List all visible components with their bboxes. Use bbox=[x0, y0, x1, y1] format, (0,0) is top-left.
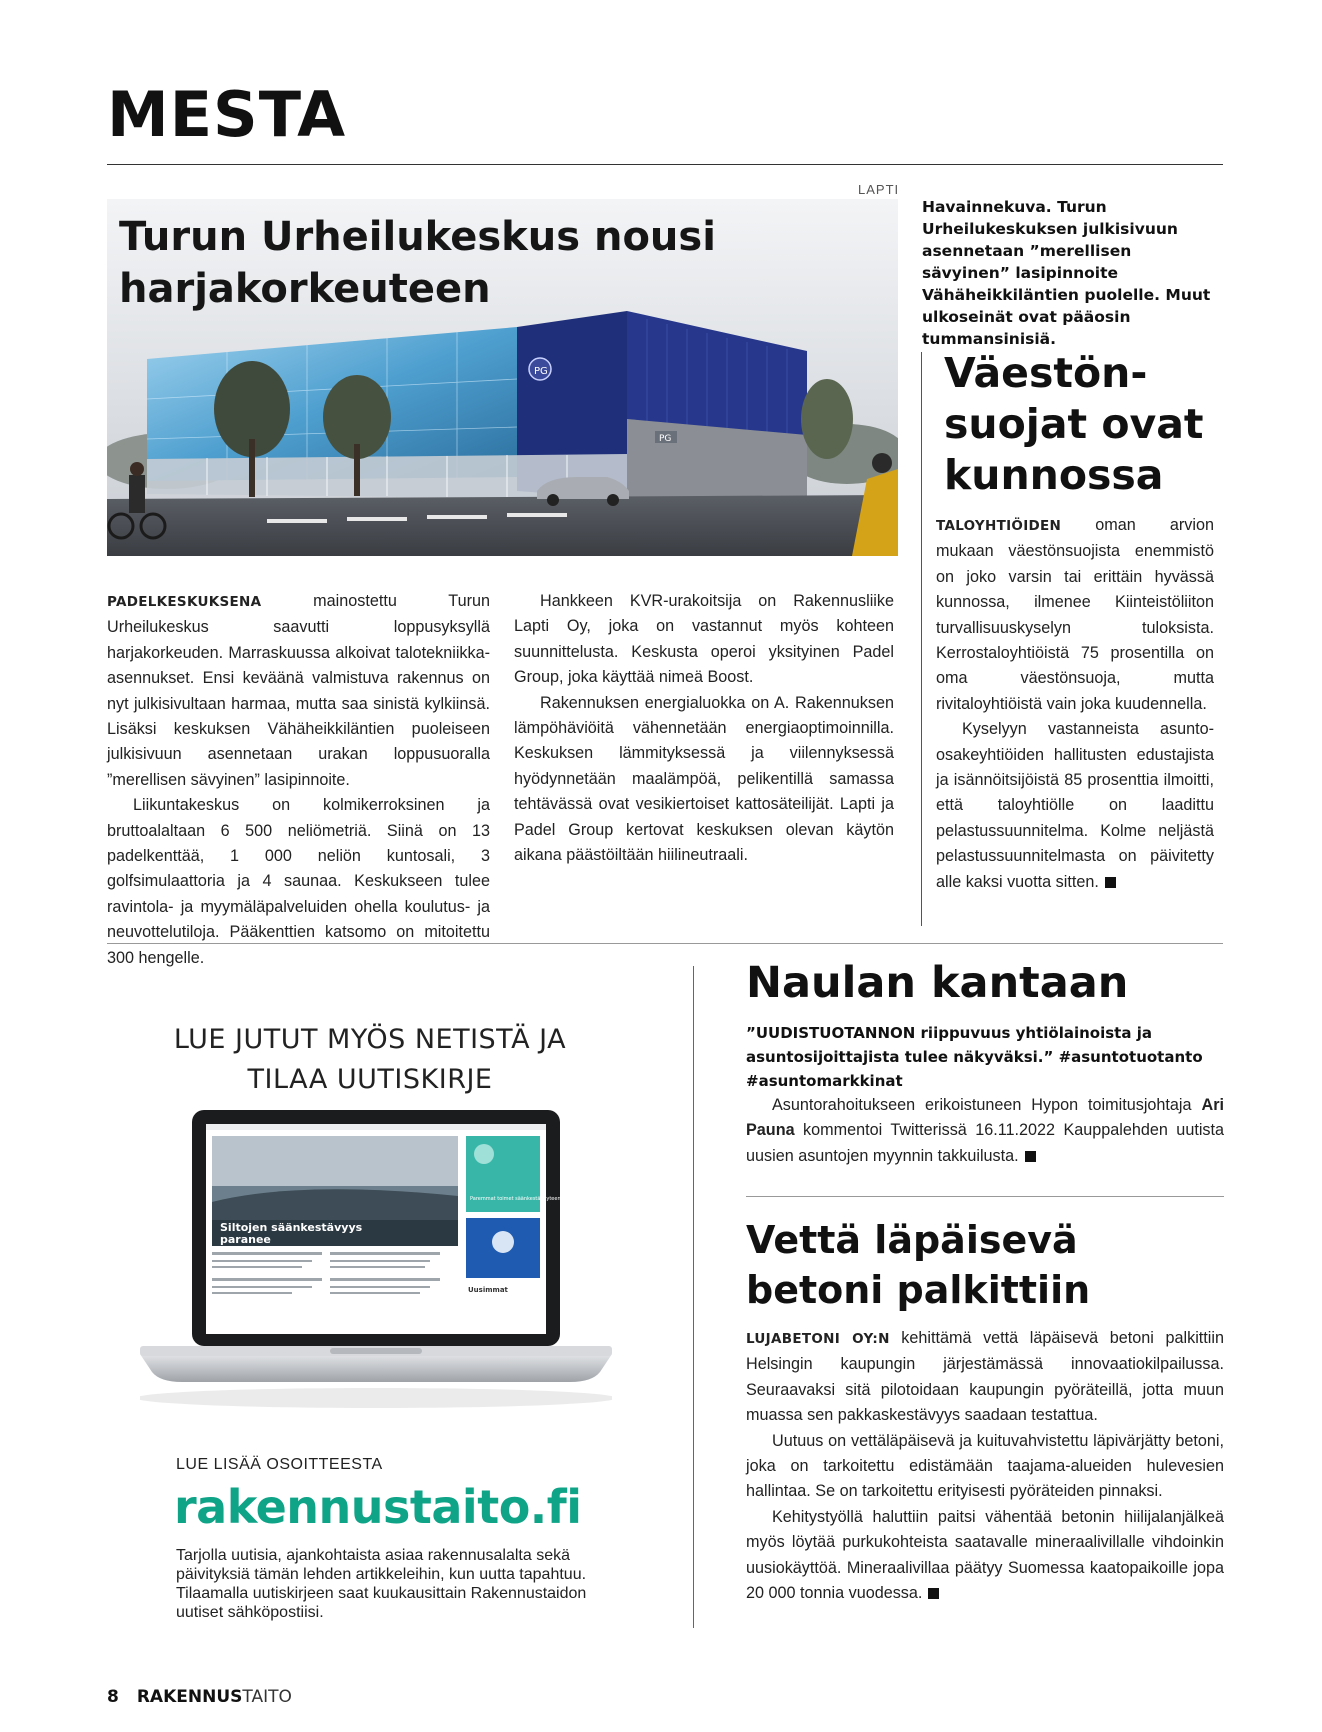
lead-paragraph-1-text: mainostettu Turun Urheilukeskus saavutti loppusyksyllä harjakorkeuden. Marraskuussa alkoivat talotekniikka-asennukset. Ensi keväänä valmistuva rakennus on nyt julkisivultaan harmaa, mutta saa sinistä kylkiinsä. Lisäksi keskuksen Vähäheikkiläntien puoleiseen julkisivuun asennetaan urakan loppusuoralla ”merellisen sävyinen” lasipinnoite. bbox=[107, 592, 490, 789]
nail-paragraph-after: kommentoi Twitterissä 16.11.2022 Kauppalehden uutista uusien asuntojen myynnin takkuilusta. bbox=[746, 1121, 1225, 1165]
lead-title-line-1: Turun Urheilukeskus nousi bbox=[119, 214, 716, 260]
lead-paragraph-1 bbox=[107, 589, 490, 793]
read-more-label: LUE LISÄÄ OSOITTEESTA bbox=[176, 1456, 383, 1473]
lead-title-line-2: harjakorkeuteen bbox=[119, 266, 491, 312]
nail-quote: ”UUDISTUOTANNON riippuvuus yhtiölainoista ja asuntosijoittajista tulee näkyväksi.” #asuntotuotanto #asuntomarkkinat bbox=[746, 1024, 1203, 1090]
side-paragraph-2 bbox=[936, 717, 1214, 895]
concrete-article-title bbox=[746, 1215, 1090, 1315]
concrete-paragraph-3-text: Kehitystyöllä haluttiin paitsi vähentää betonin hiilijalanjälkeä myös löytää purkukohteista saatavalle mineraalivillalle vihdoinkin uusiokäyttöä. Mineraalivillaa päätyy Suomessa kaatopaikoille jopa 20 000 tonnia vuodessa. bbox=[746, 1507, 1224, 1603]
photo-credit: LAPTI bbox=[858, 182, 900, 197]
section-title: MESTA bbox=[107, 78, 347, 151]
mid-divider bbox=[107, 943, 1223, 944]
header-divider bbox=[107, 164, 1223, 165]
screen-headline-2: paranee bbox=[220, 1233, 271, 1246]
promo-heading: LUE JUTUT MYÖS NETISTÄ JA TILAA UUTISKIRJE bbox=[173, 1024, 567, 1095]
brand-name-bold: RAKENNUS bbox=[136, 1687, 243, 1707]
side-article-body bbox=[936, 513, 1214, 895]
screen-headline-1: Siltojen säänkestävyys bbox=[220, 1221, 363, 1234]
screen-section-label: Uusimmat bbox=[468, 1286, 508, 1294]
side-lead-word: TALOYHTIÖIDEN bbox=[936, 518, 1062, 534]
concrete-paragraph-1 bbox=[746, 1326, 1224, 1429]
side-column-divider bbox=[921, 352, 922, 926]
concrete-paragraph-3 bbox=[746, 1505, 1224, 1607]
nail-paragraph-before: Asuntorahoitukseen erikoistuneen Hypon toimitusjohtaja bbox=[772, 1096, 1192, 1114]
side-article-title bbox=[944, 348, 1204, 501]
right-divider bbox=[746, 1196, 1224, 1197]
lower-column-divider bbox=[693, 966, 694, 1628]
lead-paragraph-3: Hankkeen KVR-urakoitsija on Rakennusliike Lapti Oy, joka on vastannut myös kohteen suunnittelusta. Keskusta operoi yksityinen Padel Group, joka käyttää nimeä Boost. bbox=[514, 592, 894, 687]
lead-paragraph-4: Rakennuksen energialuokka on A. Rakennuksen lämpöhäviöitä vähennetään energiaoptimoinnilla. Keskuksen lämmityksessä ja viilennyksessä hyödynnetään maalämpöä, pelikentillä samassa tehtävässä ovat vesikiertoiset kattosäteilijät. Lapti ja Padel Group kertovat keskuksen olevan käytön aikana päästöiltään hiilineutraali. bbox=[514, 693, 894, 865]
lead-article-column-2 bbox=[514, 589, 894, 868]
screen-card-text: Paremmat toimet säänkestävyyteen bbox=[470, 1196, 561, 1202]
concrete-article-body bbox=[746, 1326, 1224, 1606]
side-paragraph-2-text: Kyselyyn vastanneista asunto-osakeyhtiöiden hallitusten edustajista ja isännöitsijöistä 85 prosenttia ilmoitti, että taloyhtiölle on laadittu pelastussuunnitelma. Kolme neljästä pelastussuunnitelmasta on päivitetty alle kaksi vuotta sitten. bbox=[936, 720, 1214, 891]
concrete-lead-word: LUJABETONI OY:N bbox=[746, 1331, 890, 1347]
lead-article-title bbox=[119, 211, 716, 315]
concrete-title-line-2: betoni palkittiin bbox=[746, 1268, 1091, 1312]
concrete-paragraph-2: Uutuus on vettäläpäisevä ja kuituvahvistettu läpivärjätty betoni, joka on tarkoitettu edistämään taajama-alueiden hulevesien hallintaa. Se on tarkoitettu erityisesti pyöräteiden pinnaksi. bbox=[746, 1431, 1224, 1501]
nail-paragraph bbox=[746, 1093, 1224, 1169]
nail-person: Ari Pauna bbox=[746, 1096, 1224, 1140]
svg-text:PG: PG bbox=[534, 366, 548, 377]
concrete-paragraph-1-text: kehittämä vettä läpäisevä betoni palkittiin Helsingin kaupungin järjestämässä innovaatiokilpailussa. Seuraavaksi sitä pilotoidaan kaupungin pyöräteillä, jotta muun muassa sen pakkaskestävyys saadaan testattua. bbox=[746, 1329, 1224, 1425]
laptop-website-image bbox=[140, 1110, 612, 1430]
nail-article-body bbox=[746, 1021, 1224, 1169]
promo-text: Tarjolla uutisia, ajankohtaista asiaa rakennusalalta sekä päivityksiä tämän lehden artikkeleihin, kun uutta tapahtuu. Tilaamalla uutiskirjeen saat kuukausittain Rakennustaidon uutiset sähköpostiisi. bbox=[176, 1547, 587, 1621]
lead-paragraph-2: Liikuntakeskus on kolmikerroksinen ja bruttoalaltaan 6 500 neliömetriä. Siinä on 13 padelkenttää, 1 000 neliön kuntosali, 3 golfsimulaattoria ja 4 saunaa. Keskukseen tulee ravintola- ja myymäläpalveluiden ohella koulutus- ja neuvottelutiloja. Pääkenttien katsomo on mitoitettu 300 hengelle. bbox=[107, 796, 490, 967]
side-title-line-1: Väestön- bbox=[944, 349, 1148, 397]
end-mark bbox=[1105, 877, 1116, 888]
page-footer bbox=[107, 1687, 292, 1707]
side-title-line-3: kunnossa bbox=[944, 451, 1164, 499]
concrete-title-line-1: Vettä läpäisevä bbox=[746, 1218, 1078, 1262]
laptop-illustration bbox=[140, 1110, 612, 1430]
end-mark bbox=[928, 1588, 939, 1599]
brand-name-light: TAITO bbox=[242, 1687, 292, 1707]
end-mark bbox=[1025, 1151, 1036, 1162]
lead-word: PADELKESKUKSENA bbox=[107, 594, 262, 610]
side-paragraph-1-text: oman arvion mukaan väestönsuojista enemmistö on joko varsin tai erittäin hyvässä kunnossa, ilmenee Kiinteistöliiton turvallisuuskyselyn tuloksista. Kerrostaloyhtiöistä 75 prosentilla on oma väestönsuoja, mutta rivitaloyhtiöistä vain joka kuudennella. bbox=[936, 516, 1214, 713]
website-link[interactable]: rakennustaito.fi bbox=[174, 1480, 582, 1534]
lead-article-column-1 bbox=[107, 589, 490, 971]
nail-article-title: Naulan kantaan bbox=[746, 958, 1129, 1008]
page-number: 8 bbox=[107, 1687, 119, 1707]
side-title-line-2: suojat ovat bbox=[944, 400, 1204, 448]
hero-image bbox=[107, 199, 898, 556]
svg-text:PG: PG bbox=[659, 434, 672, 444]
image-caption: Havainnekuva. Turun Urheilukeskuksen julkisivuun asennetaan ”merellisen sävyinen” lasipinnoite Vähäheikkiläntien puolelle. Muut ulkoseinät ovat pääosin tummansinisiä. bbox=[922, 198, 1211, 348]
side-paragraph-1 bbox=[936, 513, 1214, 717]
